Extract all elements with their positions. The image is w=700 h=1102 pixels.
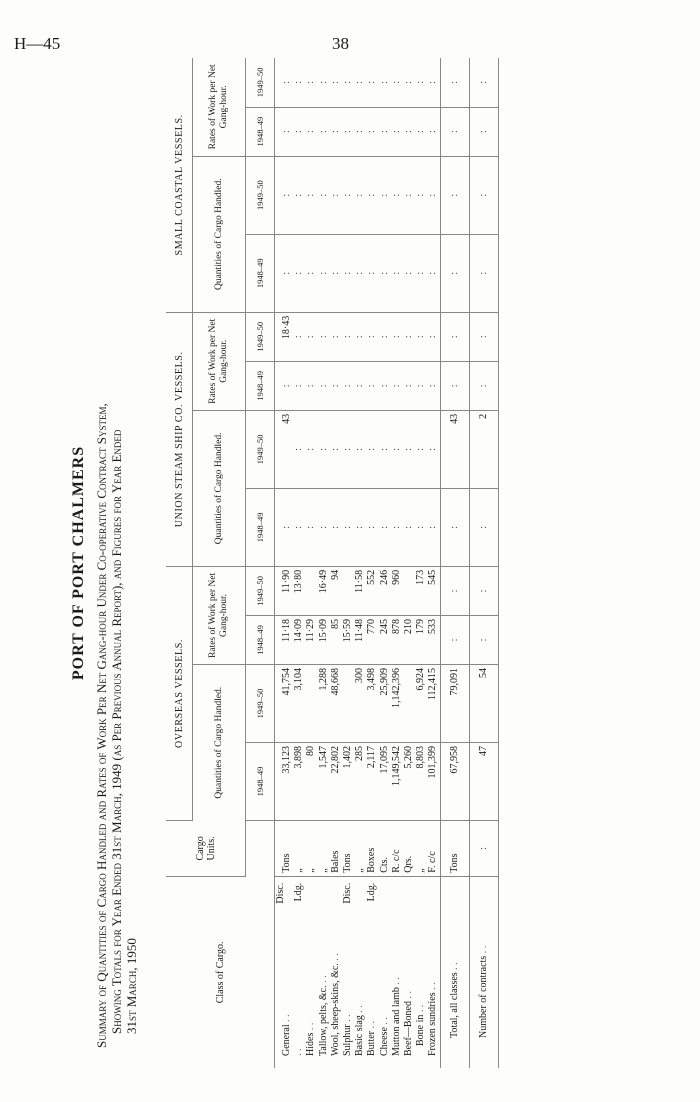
empty-dot-cell: : xyxy=(403,107,415,156)
empty-dot-cell: : xyxy=(440,566,469,615)
overseas-q2-cell: 41,754 xyxy=(275,664,294,742)
header-overseas-vessels: OVERSEAS VESSELS. xyxy=(166,566,193,820)
overseas-q2-cell: 3,498 xyxy=(366,664,378,742)
total-unit-cell: Tons xyxy=(440,821,469,877)
overseas-q1-cell: 8,803 xyxy=(415,743,427,821)
empty-dot-cell: : xyxy=(379,410,391,488)
empty-dot-cell: : xyxy=(330,312,342,361)
leader-dots: . . xyxy=(427,982,439,990)
empty-dot-cell: : xyxy=(293,361,305,410)
cargo-unit-cell: „ xyxy=(318,821,330,877)
overseas-r2-cell: 173 xyxy=(415,566,427,615)
overseas-q2-cell: 3,104 xyxy=(293,664,305,742)
overseas-r1-cell: 878 xyxy=(391,615,403,664)
empty-dot-cell: : xyxy=(275,361,294,410)
leader-dots: . . xyxy=(342,1014,354,1022)
empty-dot-cell: : xyxy=(342,361,354,410)
overseas-r2-cell xyxy=(305,566,317,615)
header-units-blank xyxy=(246,821,275,877)
contracts-row xyxy=(469,58,498,1068)
direction-label: Ldg. xyxy=(293,882,305,902)
empty-dot-cell: : xyxy=(342,410,354,488)
direction-label: Ldg. xyxy=(366,882,378,902)
overseas-r1-cell: 11·48 xyxy=(354,615,366,664)
overseas-r2-cell: 11·58 xyxy=(354,566,366,615)
empty-dot-cell: : xyxy=(469,488,498,566)
overseas-r2-cell: 545 xyxy=(427,566,440,615)
empty-dot-cell: : xyxy=(440,156,469,234)
overseas-q1-cell: 5,260 xyxy=(403,743,415,821)
cargo-class-cell xyxy=(275,876,294,1068)
header-rates: Rates of Work per Net Gang-hour. xyxy=(193,58,246,156)
empty-dot-cell: : xyxy=(391,488,403,566)
empty-dot-cell: : xyxy=(403,361,415,410)
empty-dot-cell: : xyxy=(275,156,294,234)
empty-dot-cell: : xyxy=(469,58,498,107)
overseas-r1-cell: 15·09 xyxy=(318,615,330,664)
overseas-q2-cell: 25,909 xyxy=(379,664,391,742)
overseas-r2-cell: 11·90 xyxy=(275,566,294,615)
empty-dot-cell: : xyxy=(403,488,415,566)
empty-dot-cell: : xyxy=(403,58,415,107)
page-series-label: H—45 xyxy=(14,34,61,53)
table-row xyxy=(391,58,403,1068)
empty-dot-cell: : xyxy=(440,58,469,107)
empty-dot-cell: : xyxy=(403,410,415,488)
empty-dot-cell: : xyxy=(354,156,366,234)
leader-dots: . . xyxy=(293,1048,305,1056)
empty-dot-cell: : xyxy=(379,58,391,107)
header-year: 1949–50 xyxy=(246,156,275,234)
overseas-r1-cell: 11·29 xyxy=(305,615,317,664)
empty-dot-cell: : xyxy=(305,234,317,312)
contracts-overseas-q1: 47 xyxy=(469,743,498,821)
table-body xyxy=(275,58,499,1068)
empty-dot-cell: : xyxy=(440,615,469,664)
overseas-r1-cell: 14·09 xyxy=(293,615,305,664)
cargo-unit-cell: Qrs. xyxy=(403,821,415,877)
leader-dots: . . xyxy=(329,953,341,961)
empty-dot-cell: : xyxy=(354,410,366,488)
direction-label: Disc. xyxy=(275,882,286,904)
empty-dot-cell: : xyxy=(366,107,378,156)
empty-dot-cell: : xyxy=(342,58,354,107)
empty-dot-cell: : xyxy=(366,312,378,361)
overseas-q1-cell: 17,095 xyxy=(379,743,391,821)
empty-dot-cell: : xyxy=(403,234,415,312)
cargo-class-label: Tallow, pelts, &c. xyxy=(317,985,329,1056)
total-row xyxy=(440,58,469,1068)
table-row xyxy=(403,58,415,1068)
empty-dot-cell: : xyxy=(342,488,354,566)
empty-dot-cell: : xyxy=(415,234,427,312)
overseas-q2-cell: 112,415 xyxy=(427,664,440,742)
empty-dot-cell: : xyxy=(318,107,330,156)
overseas-q2-cell xyxy=(403,664,415,742)
overseas-q2-cell xyxy=(305,664,317,742)
empty-dot-cell: : xyxy=(354,488,366,566)
overseas-r1-cell: 245 xyxy=(379,615,391,664)
empty-dot-cell: : xyxy=(318,410,330,488)
table-caption xyxy=(94,58,139,1048)
empty-dot-cell: : xyxy=(354,361,366,410)
empty-dot-cell: : xyxy=(293,107,305,156)
total-uss-q2: 43 xyxy=(440,410,469,488)
empty-dot-cell: : xyxy=(427,234,440,312)
total-label-cell xyxy=(440,876,469,1068)
total-overseas-q1: 67,958 xyxy=(440,743,469,821)
empty-dot-cell: : xyxy=(342,234,354,312)
empty-dot-cell: : xyxy=(427,361,440,410)
empty-dot-cell: : xyxy=(391,107,403,156)
empty-dot-cell: : xyxy=(305,361,317,410)
empty-dot-cell: : xyxy=(330,488,342,566)
header-year: 1948–49 xyxy=(246,488,275,566)
cargo-unit-cell: F. c/c xyxy=(427,821,440,877)
uss-q2-cell: 43 xyxy=(275,410,294,488)
empty-dot-cell: : xyxy=(391,312,403,361)
empty-dot-cell: : xyxy=(318,488,330,566)
cargo-unit-cell: Bales xyxy=(330,821,342,877)
overseas-r2-cell: 960 xyxy=(391,566,403,615)
leader-dots: . . xyxy=(281,1014,292,1022)
cargo-class-label: Mutton and lamb xyxy=(390,987,402,1056)
empty-dot-cell: : xyxy=(403,156,415,234)
rotated-table-page xyxy=(60,58,620,1068)
caption-line-1: Summary of Quantities of Cargo Handled and Rates of Work Per Net Gang-hour Under Co-operative Contract System, xyxy=(94,403,109,1048)
overseas-q1-cell: 285 xyxy=(354,743,366,821)
overseas-q1-cell: 3,898 xyxy=(293,743,305,821)
empty-dot-cell: : xyxy=(415,58,427,107)
empty-dot-cell: : xyxy=(415,312,427,361)
empty-dot-cell: : xyxy=(379,234,391,312)
empty-dot-cell: : xyxy=(354,58,366,107)
empty-dot-cell: : xyxy=(318,58,330,107)
empty-dot-cell: : xyxy=(305,488,317,566)
empty-dot-cell: : xyxy=(305,410,317,488)
overseas-r1-cell: 770 xyxy=(366,615,378,664)
cargo-class-label: Sulphur xyxy=(342,1024,354,1056)
cargo-class-cell xyxy=(403,876,415,1068)
empty-dot-cell: : xyxy=(275,58,294,107)
empty-dot-cell: : xyxy=(469,107,498,156)
leader-dots: . . xyxy=(317,975,329,983)
cargo-class-label: Hides xyxy=(305,1032,317,1056)
caption-line-2: Showing Totals for Year Ended 31st March, 1949 (as Per Previous Annual Report), and Figures for Year Ended xyxy=(109,429,124,1034)
overseas-q1-cell: 2,117 xyxy=(366,743,378,821)
empty-dot-cell: : xyxy=(330,410,342,488)
empty-dot-cell: : xyxy=(379,156,391,234)
contracts-label: Number of contracts xyxy=(477,955,489,1038)
header-union-steam-ship-vessels: UNION STEAM SHIP CO. VESSELS. xyxy=(166,312,193,566)
header-quantities: Quantities of Cargo Handled. xyxy=(193,156,246,312)
cargo-class-label: Wool, sheep-skins, &c. xyxy=(329,963,341,1056)
leader-dots: . . xyxy=(366,1021,378,1029)
cargo-class-cell xyxy=(427,876,440,1068)
overseas-q2-cell: 1,142,396 xyxy=(391,664,403,742)
empty-dot-cell: : xyxy=(415,488,427,566)
cargo-unit-cell: Tons xyxy=(342,821,354,877)
cargo-class-label: Basic slag xyxy=(354,1015,366,1056)
header-year: 1949–50 xyxy=(246,312,275,361)
empty-dot-cell: : xyxy=(379,488,391,566)
cargo-class-cell xyxy=(305,876,317,1068)
empty-dot-cell: : xyxy=(305,58,317,107)
table-row xyxy=(415,58,427,1068)
empty-dot-cell: : xyxy=(275,234,294,312)
empty-dot-cell: : xyxy=(427,156,440,234)
overseas-r1-cell: 85 xyxy=(330,615,342,664)
empty-dot-cell: : xyxy=(440,488,469,566)
empty-dot-cell: : xyxy=(391,410,403,488)
leader-dots: . . xyxy=(354,1005,366,1013)
header-year: 1948–49 xyxy=(246,743,275,821)
leader-dots: . . xyxy=(390,977,402,985)
empty-dot-cell: : xyxy=(427,312,440,361)
cargo-class-label: Cheese xyxy=(378,1027,390,1056)
overseas-r2-cell: 246 xyxy=(379,566,391,615)
overseas-r1-cell: 533 xyxy=(427,615,440,664)
cargo-unit-cell: R. c/c xyxy=(391,821,403,877)
empty-dot-cell: : xyxy=(293,234,305,312)
empty-dot-cell: : xyxy=(403,312,415,361)
cargo-unit-cell: „ xyxy=(354,821,366,877)
cargo-class-cell xyxy=(318,876,330,1068)
cargo-unit-cell: Tons xyxy=(275,821,294,877)
total-overseas-q2: 79,091 xyxy=(440,664,469,742)
empty-dot-cell: : xyxy=(391,156,403,234)
header-year: 1948–49 xyxy=(246,107,275,156)
empty-dot-cell: : xyxy=(354,312,366,361)
empty-dot-cell: : xyxy=(293,410,305,488)
cargo-unit-cell: „ xyxy=(305,821,317,877)
leader-dots: . . xyxy=(477,945,489,954)
overseas-r1-cell: 15·59 xyxy=(342,615,354,664)
total-label: Total, all classes xyxy=(448,972,460,1038)
empty-dot-cell: : xyxy=(469,156,498,234)
header-cargo-units: Cargo Units. xyxy=(166,821,246,877)
overseas-r2-cell: 13·80 xyxy=(293,566,305,615)
empty-dot-cell: : xyxy=(469,821,498,877)
leader-dots: . . xyxy=(448,962,460,970)
empty-dot-cell: : xyxy=(354,234,366,312)
empty-dot-cell: : xyxy=(427,107,440,156)
overseas-q1-cell: 22,802 xyxy=(330,743,342,821)
header-year: 1948–49 xyxy=(246,361,275,410)
leader-dots: . . xyxy=(403,991,415,999)
empty-dot-cell: : xyxy=(330,234,342,312)
table-row xyxy=(318,58,330,1068)
empty-dot-cell: : xyxy=(330,156,342,234)
empty-dot-cell: : xyxy=(379,107,391,156)
overseas-q1-cell: 80 xyxy=(305,743,317,821)
overseas-r1-cell: 11·18 xyxy=(275,615,294,664)
header-rates: Rates of Work per Net Gang-hour. xyxy=(193,312,246,410)
empty-dot-cell: : xyxy=(427,410,440,488)
empty-dot-cell: : xyxy=(318,361,330,410)
table-row xyxy=(330,58,342,1068)
empty-dot-cell: : xyxy=(366,58,378,107)
page-number: 38 xyxy=(332,34,349,53)
empty-dot-cell: : xyxy=(469,566,498,615)
overseas-q1-cell: 101,399 xyxy=(427,743,440,821)
empty-dot-cell: : xyxy=(354,107,366,156)
empty-dot-cell: : xyxy=(469,361,498,410)
empty-dot-cell: : xyxy=(440,312,469,361)
empty-dot-cell: : xyxy=(415,410,427,488)
cargo-class-cell xyxy=(330,876,342,1068)
empty-dot-cell: : xyxy=(415,361,427,410)
empty-dot-cell: : xyxy=(330,58,342,107)
empty-dot-cell: : xyxy=(415,156,427,234)
empty-dot-cell: : xyxy=(427,58,440,107)
overseas-r2-cell: 94 xyxy=(330,566,342,615)
empty-dot-cell: : xyxy=(469,312,498,361)
empty-dot-cell: : xyxy=(469,234,498,312)
cargo-class-cell xyxy=(342,876,354,1068)
empty-dot-cell: : xyxy=(318,312,330,361)
overseas-r1-cell: 179 xyxy=(415,615,427,664)
empty-dot-cell: : xyxy=(366,156,378,234)
cargo-unit-cell: Cts. xyxy=(379,821,391,877)
cargo-unit-cell: Boxes xyxy=(366,821,378,877)
empty-dot-cell: : xyxy=(391,58,403,107)
overseas-r2-cell xyxy=(342,566,354,615)
cargo-class-cell xyxy=(379,876,391,1068)
empty-dot-cell: : xyxy=(293,312,305,361)
header-year: 1949–50 xyxy=(246,566,275,615)
cargo-class-label: Butter xyxy=(366,1031,378,1056)
overseas-q2-cell: 1,288 xyxy=(318,664,330,742)
table-row xyxy=(354,58,366,1068)
header-year: 1948–49 xyxy=(246,615,275,664)
overseas-q2-cell: 300 xyxy=(354,664,366,742)
empty-dot-cell: : xyxy=(342,156,354,234)
cargo-class-cell xyxy=(293,876,305,1068)
header-class-of-cargo: Class of Cargo. xyxy=(166,876,275,1068)
empty-dot-cell: : xyxy=(293,156,305,234)
header-small-coastal-vessels: SMALL COASTAL VESSELS. xyxy=(166,58,193,312)
empty-dot-cell: : xyxy=(293,58,305,107)
empty-dot-cell: : xyxy=(469,615,498,664)
empty-dot-cell: : xyxy=(366,361,378,410)
cargo-unit-cell: „ xyxy=(293,821,305,877)
cargo-class-label: Bone in xyxy=(415,1014,427,1046)
empty-dot-cell: : xyxy=(330,107,342,156)
empty-dot-cell: : xyxy=(305,312,317,361)
empty-dot-cell: : xyxy=(379,361,391,410)
overseas-q1-cell: 1,547 xyxy=(318,743,330,821)
cargo-class-cell xyxy=(391,876,403,1068)
empty-dot-cell: : xyxy=(440,234,469,312)
cargo-class-label: Beef—Boned xyxy=(403,1001,415,1056)
empty-dot-cell: : xyxy=(379,312,391,361)
cargo-class-label: Frozen sundries xyxy=(427,992,439,1056)
empty-dot-cell: : xyxy=(440,361,469,410)
cargo-class-label: General xyxy=(281,1024,292,1056)
table-row xyxy=(342,58,354,1068)
cargo-summary-table xyxy=(166,58,499,1068)
empty-dot-cell: : xyxy=(293,488,305,566)
empty-dot-cell: : xyxy=(342,107,354,156)
overseas-q1-cell: 1,149,542 xyxy=(391,743,403,821)
header-year: 1949–50 xyxy=(246,58,275,107)
empty-dot-cell: : xyxy=(318,234,330,312)
cargo-class-cell xyxy=(415,876,427,1068)
header-quantities: Quantities of Cargo Handled. xyxy=(193,410,246,566)
empty-dot-cell: : xyxy=(415,107,427,156)
header-year: 1948–49 xyxy=(246,234,275,312)
table-row xyxy=(293,58,305,1068)
direction-label: Disc. xyxy=(342,882,354,904)
table-row xyxy=(305,58,317,1068)
overseas-q1-cell: 33,123 xyxy=(275,743,294,821)
overseas-r1-cell: 210 xyxy=(403,615,415,664)
overseas-q2-cell: 48,668 xyxy=(330,664,342,742)
contracts-uss-q2: 2 xyxy=(469,410,498,488)
empty-dot-cell: : xyxy=(366,410,378,488)
empty-dot-cell: : xyxy=(275,488,294,566)
empty-dot-cell: : xyxy=(305,156,317,234)
header-year: 1949–50 xyxy=(246,410,275,488)
empty-dot-cell: : xyxy=(342,312,354,361)
table-row xyxy=(366,58,378,1068)
cargo-class-cell xyxy=(354,876,366,1068)
empty-dot-cell: : xyxy=(275,107,294,156)
cargo-class-cell xyxy=(366,876,378,1068)
empty-dot-cell: : xyxy=(366,488,378,566)
leader-dots: . . xyxy=(415,1004,427,1013)
contracts-label-cell xyxy=(469,876,498,1068)
leader-dots: . . xyxy=(305,1022,317,1031)
empty-dot-cell: : xyxy=(440,107,469,156)
page-title: PORT OF PORT CHALMERS xyxy=(70,445,87,681)
header-rates: Rates of Work per Net Gang-hour. xyxy=(193,566,246,664)
overseas-q2-cell: 6,924 xyxy=(415,664,427,742)
uss-r2-cell: 18·43 xyxy=(275,312,294,361)
overseas-r2-cell: 16·49 xyxy=(318,566,330,615)
overseas-r2-cell: 552 xyxy=(366,566,378,615)
header-year: 1949–50 xyxy=(246,664,275,742)
caption-line-3: 31st March, 1950 xyxy=(124,938,139,1034)
table-row xyxy=(275,58,294,1068)
cargo-unit-cell: „ xyxy=(415,821,427,877)
empty-dot-cell: : xyxy=(366,234,378,312)
header-quantities: Quantities of Cargo Handled. xyxy=(193,664,246,820)
empty-dot-cell: : xyxy=(391,234,403,312)
overseas-r2-cell xyxy=(403,566,415,615)
empty-dot-cell: : xyxy=(427,488,440,566)
empty-dot-cell: : xyxy=(305,107,317,156)
table-row xyxy=(427,58,440,1068)
empty-dot-cell: : xyxy=(330,361,342,410)
contracts-overseas-q2: 54 xyxy=(469,664,498,742)
leader-dots: . . xyxy=(378,1017,390,1025)
empty-dot-cell: : xyxy=(318,156,330,234)
empty-dot-cell: : xyxy=(391,361,403,410)
table-row xyxy=(379,58,391,1068)
overseas-q1-cell: 1,402 xyxy=(342,743,354,821)
overseas-q2-cell xyxy=(342,664,354,742)
